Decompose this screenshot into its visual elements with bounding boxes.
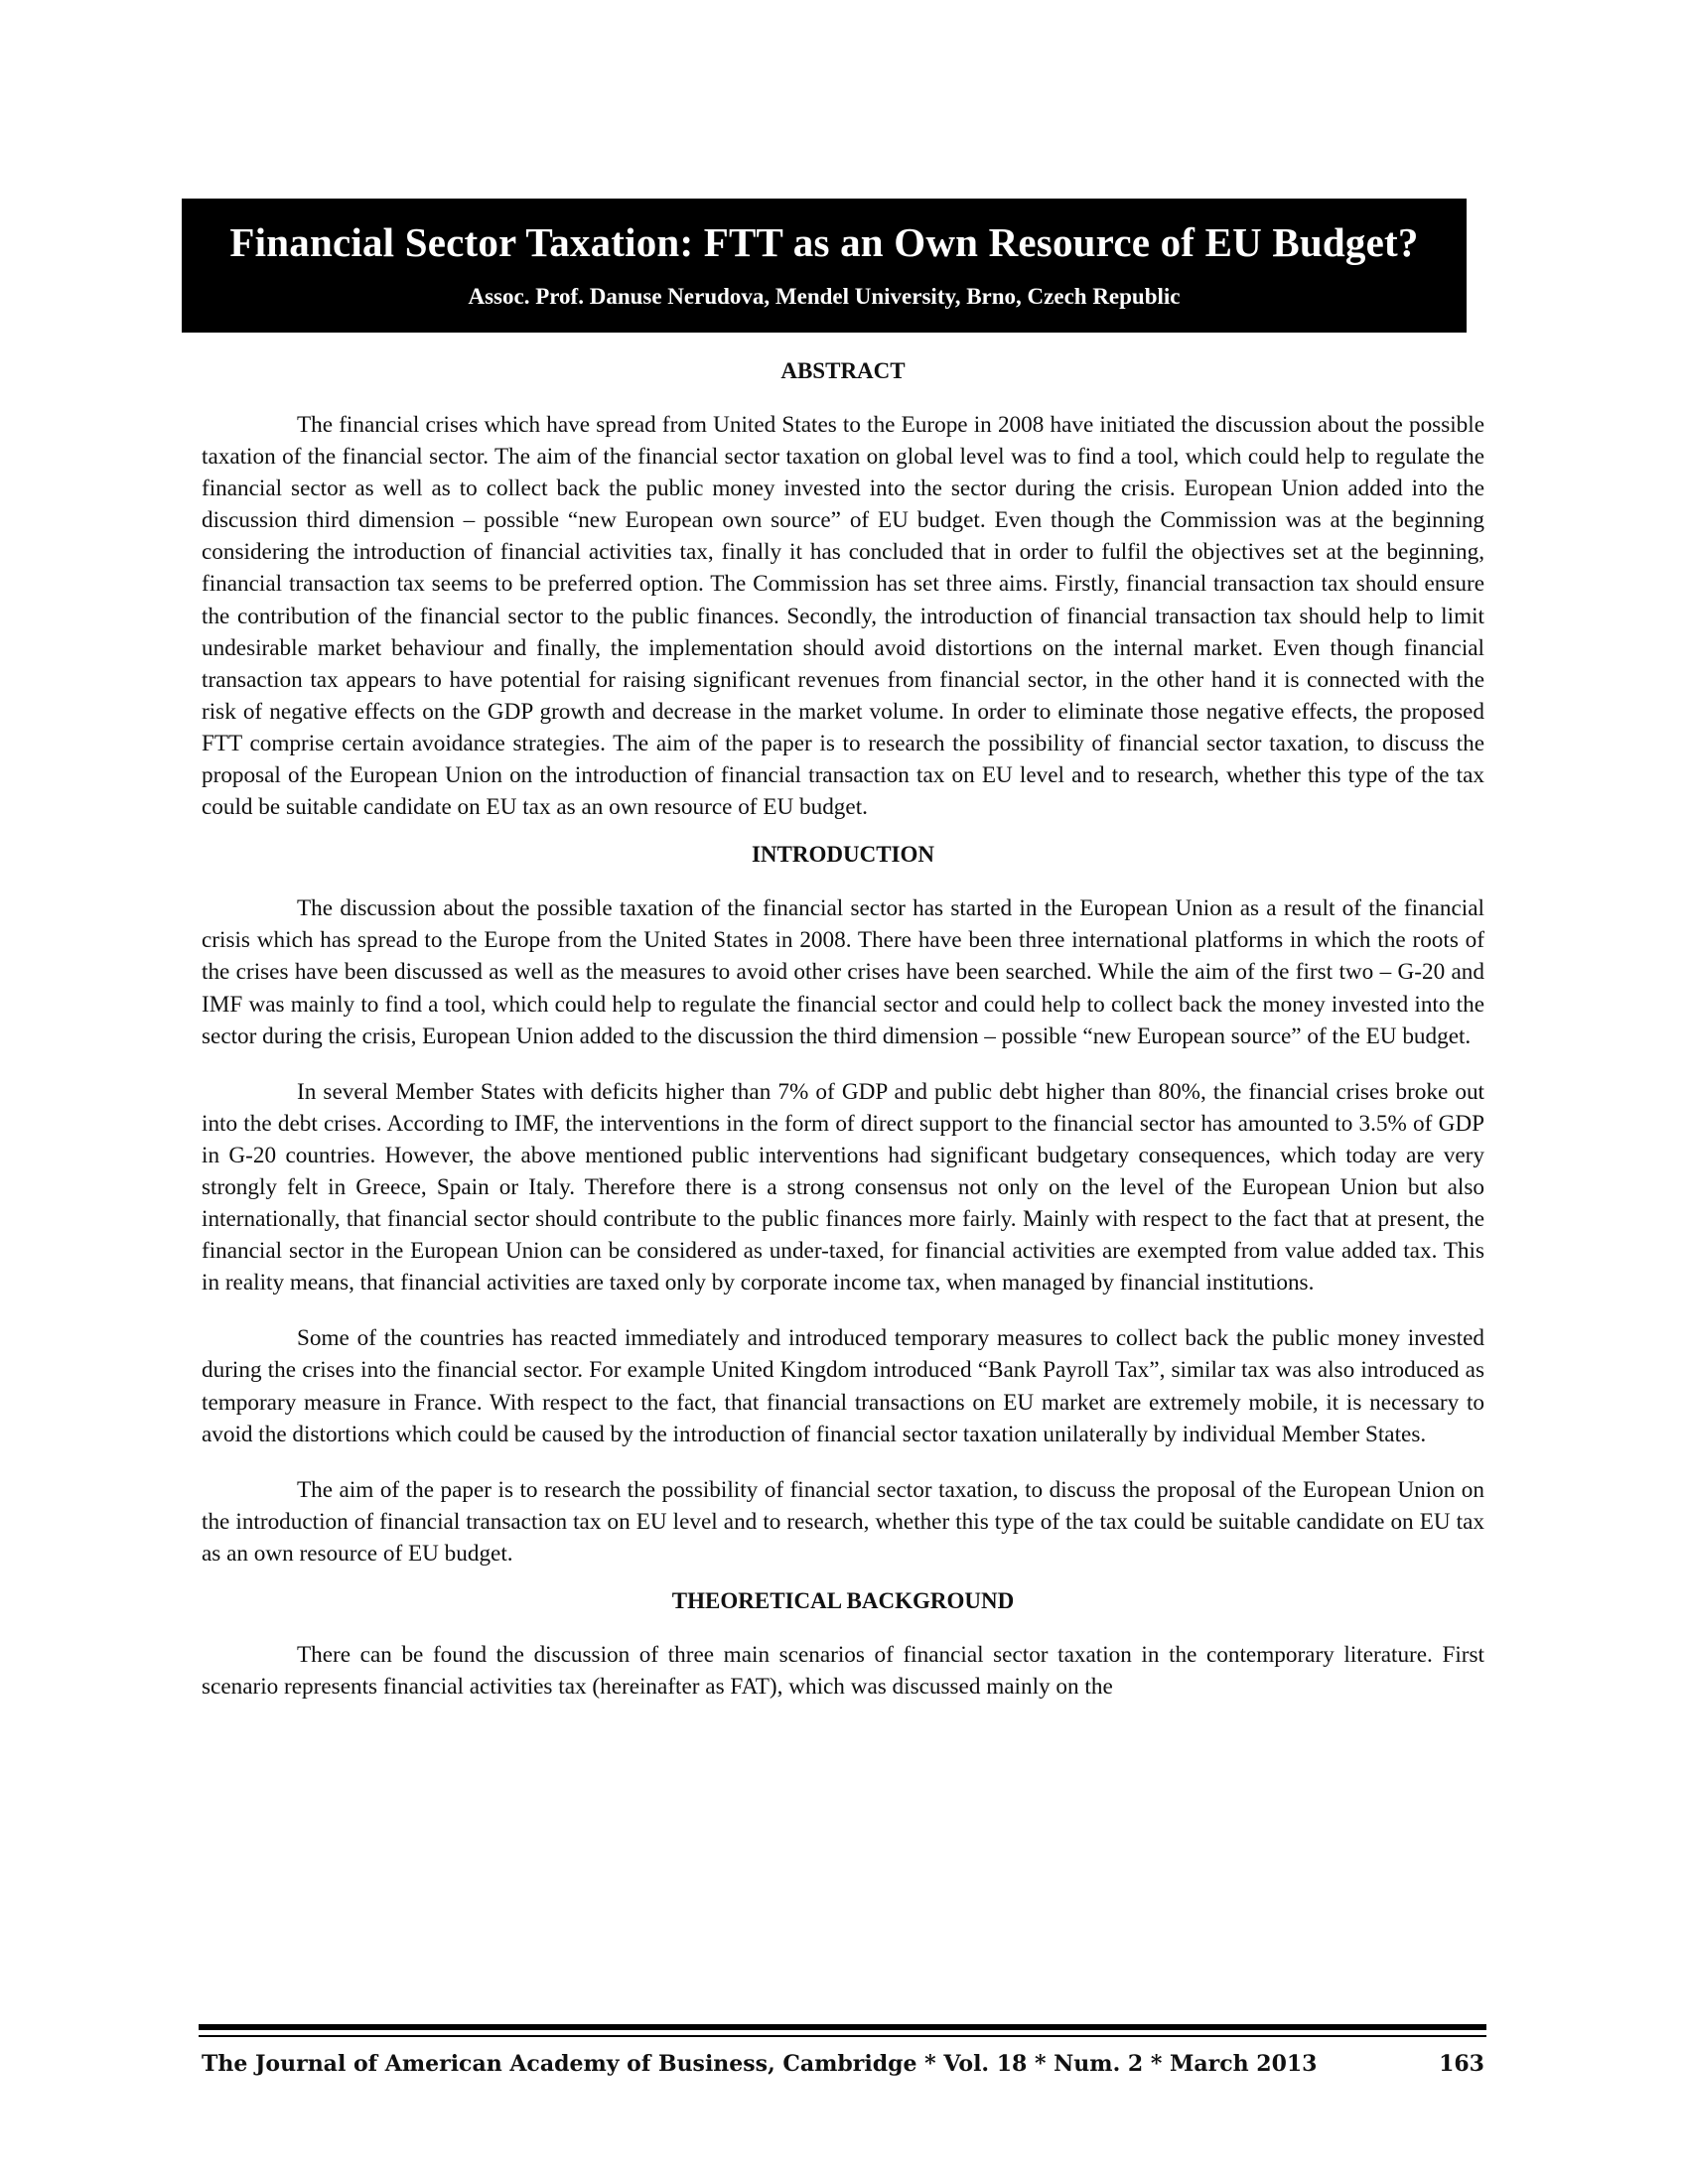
footer-rule-thick <box>199 2024 1486 2030</box>
author-line: Assoc. Prof. Danuse Nerudova, Mendel University, Brno, Czech Republic <box>468 284 1181 309</box>
intro-paragraph-4: The aim of the paper is to research the possibility of financial sector taxation, to discuss the proposal of the European Union on the introduction of financial transaction tax on EU level and to research, whether this type of the tax could be suitable candidate on EU tax as an own resource of EU budget. <box>202 1476 1484 1567</box>
section-heading-theoretical-background: THEORETICAL BACKGROUND <box>671 1588 1015 1613</box>
footer-rule-thin <box>199 2035 1486 2037</box>
section-heading-abstract: ABSTRACT <box>780 358 906 383</box>
title-banner <box>182 199 1467 333</box>
theory-paragraph-1: There can be found the discussion of three main scenarios of financial sector taxation in the contemporary literature. First scenario represents financial activities tax (hereinafter as FAT), which was discussed mainly on the <box>202 1642 1484 1701</box>
intro-paragraph-2: In several Member States with deficits higher than 7% of GDP and public debt higher than 80%, the financial crises broke out into the debt crises. According to IMF, the interventions in the form of direct support to the financial sector has amounted to 3.5% of GDP in G-20 countries. However, the above mentioned public interventions had significant budgetary consequences, which today are very strongly felt in Greece, Spain or Italy. Therefore there is a strong consensus not only on the level of the European Union but also internationally, that financial sector should contribute to the public finances more fairly. Mainly with respect to the fact that at present, the financial sector in the European Union can be considered as under-taxed, for financial activities are exempted from value added tax. This in reality means, that financial activities are taxed only by corporate income tax, when managed by financial institutions. <box>202 1078 1484 1297</box>
paper-title: Financial Sector Taxation: FTT as an Own Resource of EU Budget? <box>229 219 1419 265</box>
intro-paragraph-3: Some of the countries has reacted immediately and introduced temporary measures to collect back the public money invested during the crises into the financial sector. For example United Kingdom introduced “Bank Payroll Tax”, similar tax was also introduced as temporary measure in France. With respect to the fact, that financial transactions on EU market are extremely mobile, it is necessary to avoid the distortions which could be caused by the introduction of financial sector taxation unilaterally by individual Member States. <box>202 1325 1484 1447</box>
page-number: 163 <box>1439 2051 1484 2077</box>
body-text <box>202 355 1484 1726</box>
abstract-paragraph: The financial crises which have spread from United States to the Europe in 2008 have initiated the discussion about the possible taxation of the financial sector. The aim of the financial sector taxation on global level was to find a tool, which could help to regulate the financial sector as well as to collect back the public money invested into the sector during the crisis. European Union added into the discussion third dimension – possible “new European own source” of EU budget. Even though the Commission was at the beginning considering the introduction of financial activities tax, finally it has concluded that in order to fulfil the objectives set at the beginning, financial transaction tax seems to be preferred option. The Commission has set three aims. Firstly, financial transaction tax should ensure the contribution of the financial sector to the public finances. Secondly, the introduction of financial transaction tax should help to limit undesirable market behaviour and finally, the implementation should avoid distortions on the internal market. Even though financial transaction tax appears to have potential for raising significant revenues from financial sector, in the other hand it is connected with the risk of negative effects on the GDP growth and decrease in the market volume. In order to eliminate those negative effects, the proposed FTT comprise certain avoidance strategies. The aim of the paper is to research the possibility of financial sector taxation, to discuss the proposal of the European Union on the introduction of financial transaction tax on EU level and to research, whether this type of the tax could be suitable candidate on EU tax as an own resource of EU budget. <box>202 412 1484 821</box>
intro-paragraph-1: The discussion about the possible taxation of the financial sector has started in the European Union as a result of the financial crisis which has spread to the Europe from the United States in 2008. There have been three international platforms in which the roots of the crises have been discussed as well as the measures to avoid other crises have been searched. While the aim of the first two – G-20 and IMF was mainly to find a tool, which could help to regulate the financial sector and could help to collect back the money invested into the sector during the crisis, European Union added to the discussion the third dimension – possible “new European source” of the EU budget. <box>202 895 1484 1049</box>
page-footer <box>202 2051 1484 2087</box>
journal-citation: The Journal of American Academy of Business, Cambridge * Vol. 18 * Num. 2 * March 2013 <box>202 2051 1318 2077</box>
section-heading-introduction: INTRODUCTION <box>751 842 935 868</box>
